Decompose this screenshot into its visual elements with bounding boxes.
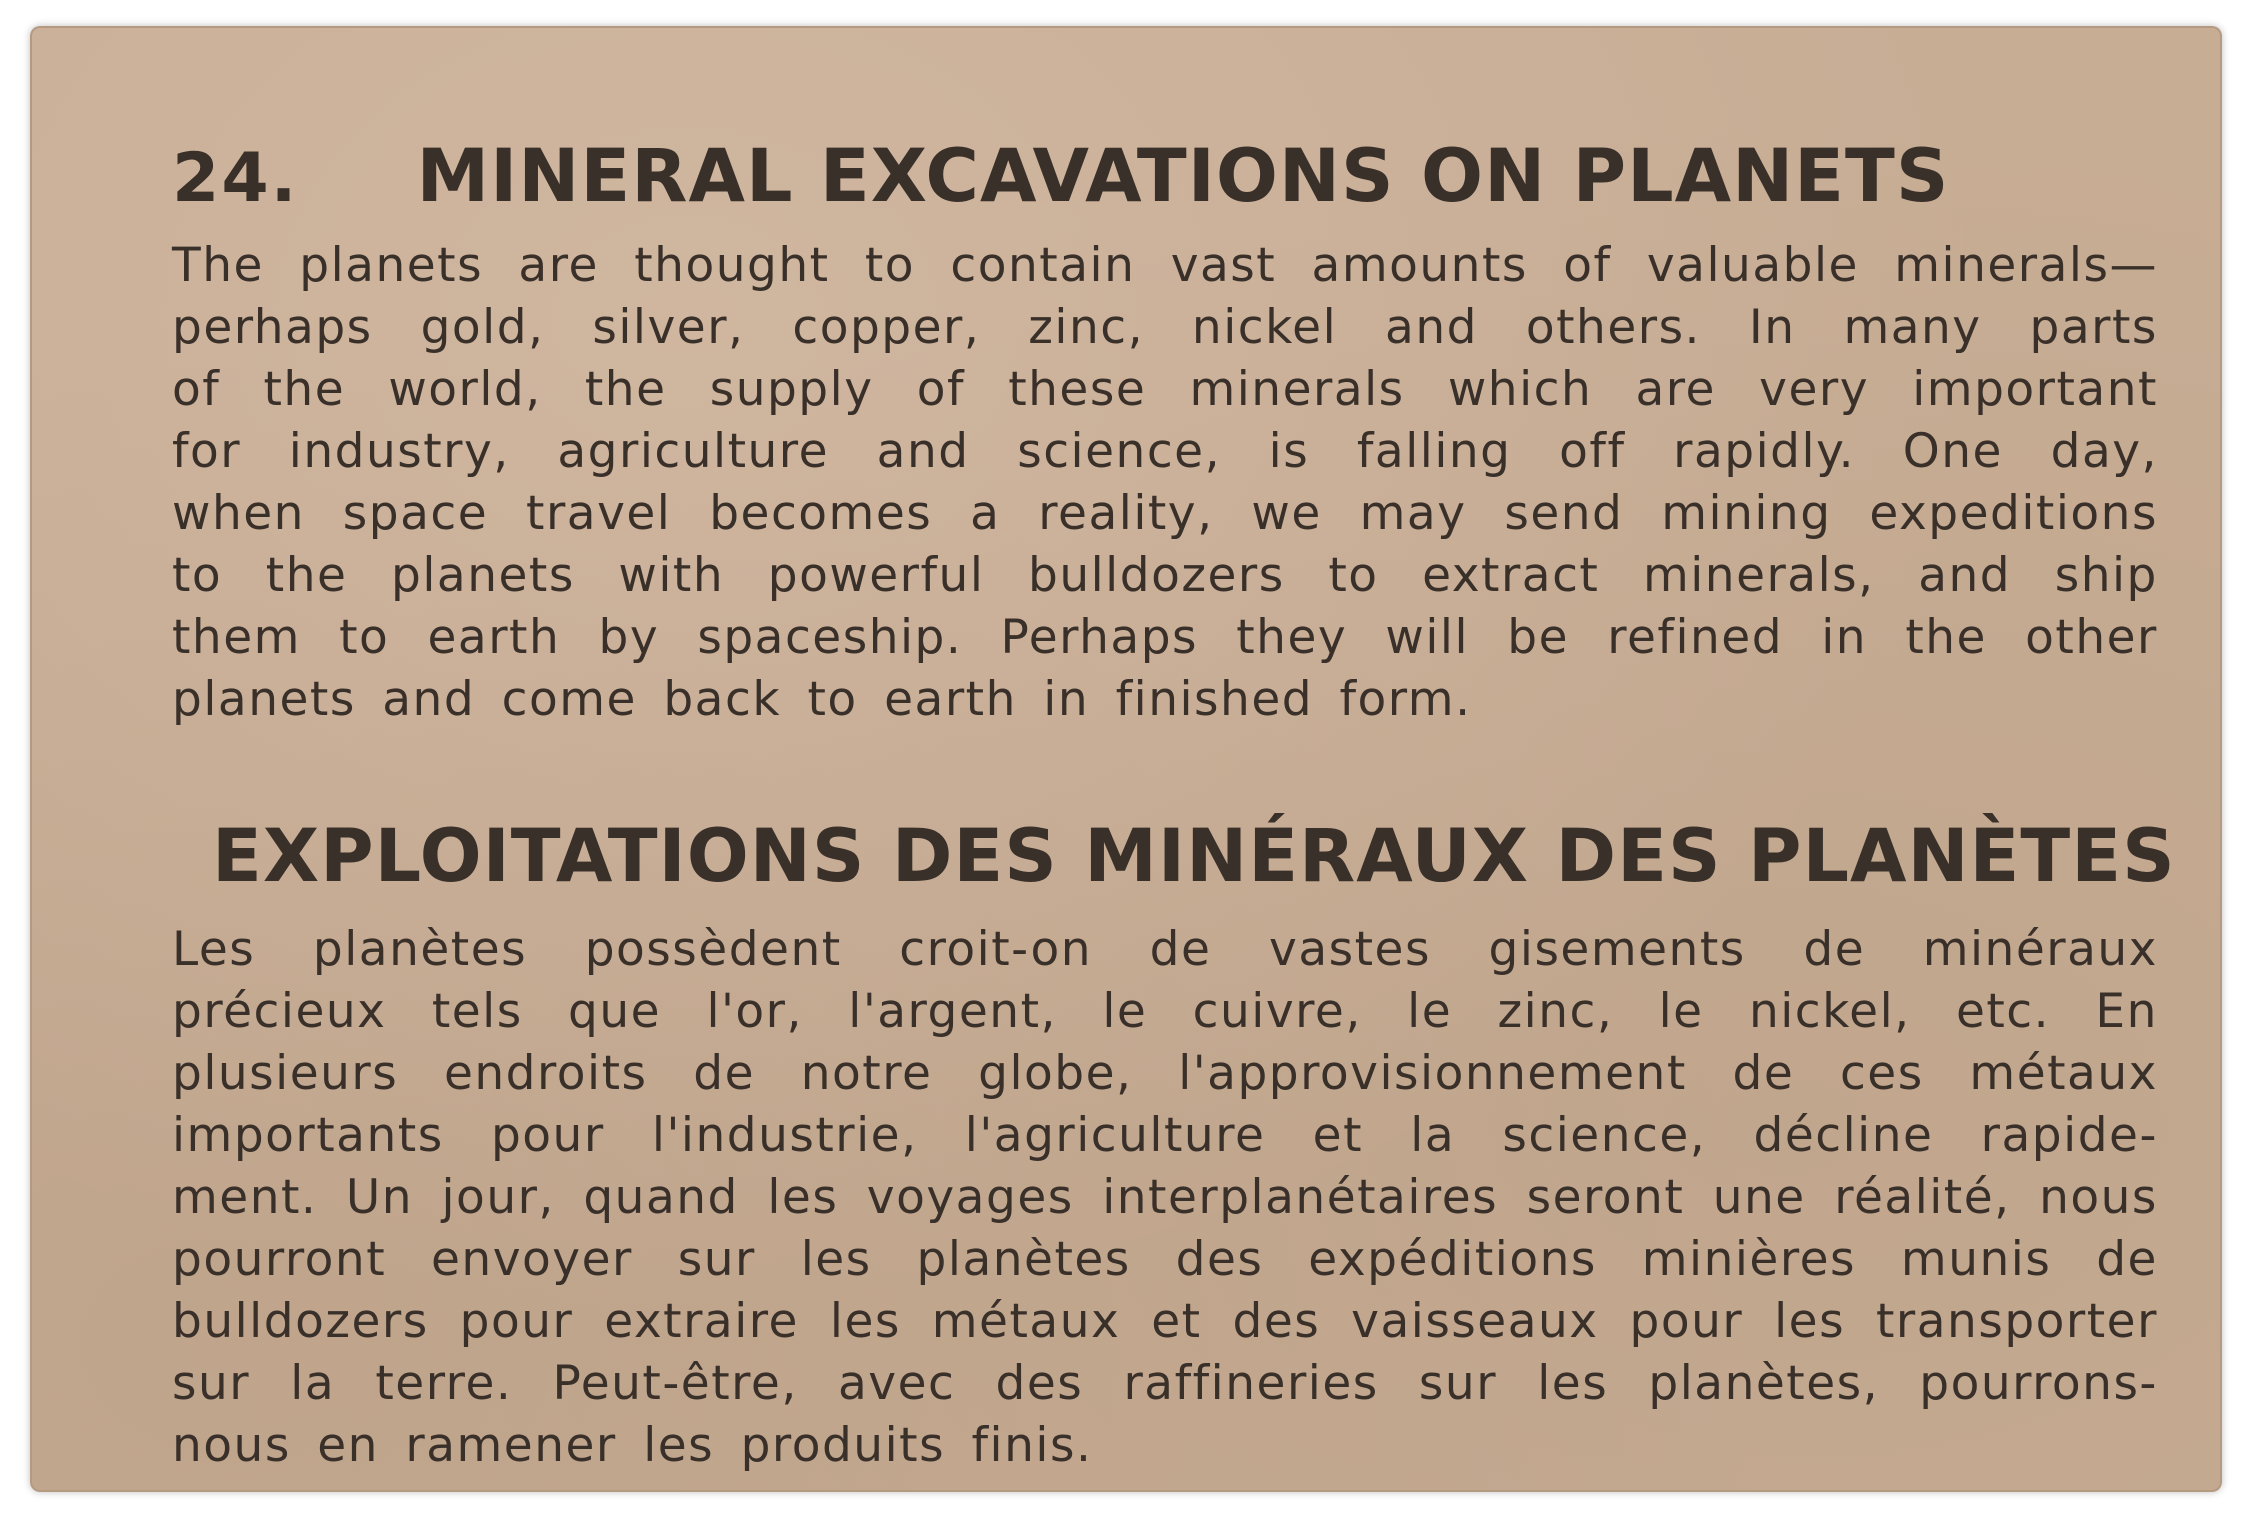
word: Perhaps [1000,609,1199,665]
word: when [172,485,305,541]
word: other [2025,609,2158,665]
french-line [172,918,2158,980]
word: minerals [1189,361,1405,417]
word: quand [583,1169,739,1225]
word: we [1251,485,1322,541]
word: to [1328,547,1379,603]
word: de [1732,1045,1795,1101]
word: des [1232,1293,1321,1349]
word: to [339,609,390,665]
word: One [1902,423,2003,479]
word: le [1658,983,1704,1039]
french-body [172,918,2158,1476]
word: le [1407,983,1453,1039]
word: gisements [1488,921,1746,977]
word: extract [1422,547,1600,603]
word: la [1410,1107,1456,1163]
word: rapide- [1980,1107,2158,1163]
word: de [1803,921,1866,977]
french-line [172,1228,2158,1290]
word: pour [1629,1293,1744,1349]
french-line [172,1104,2158,1166]
word: very [1759,361,1870,417]
word: les [1537,1355,1609,1411]
word: mining [1661,485,1832,541]
word: l'or, [706,983,803,1039]
word: nickel [1191,299,1338,355]
word: for [172,423,242,479]
word: nous [2039,1169,2158,1225]
word: gold, [420,299,545,355]
word: munis [1900,1231,2052,1287]
word: space [342,485,489,541]
word: envoyer [431,1231,633,1287]
word: and [1918,547,2012,603]
word: pour [459,1293,574,1349]
word: En [2095,983,2158,1039]
word: and [1385,299,1478,355]
word: voyages [866,1169,1074,1225]
word: que [568,983,662,1039]
word: thought [634,237,830,293]
word: plusieurs [172,1045,399,1101]
word: copper, [792,299,981,355]
word: les [829,1293,901,1349]
word: minerals— [1894,237,2158,293]
word: day, [2050,423,2158,479]
word: planètes [312,921,528,977]
word: they [1236,609,1348,665]
word: seront [1526,1169,1685,1225]
word: refined [1607,609,1784,665]
word: etc. [1955,983,2051,1039]
word: de [693,1045,755,1101]
word: spaceship. [697,609,963,665]
word: Les [172,921,256,977]
word: in [1821,609,1868,665]
word: are [1635,361,1716,417]
word: vast [1170,237,1277,293]
word: planets [299,237,484,293]
word: amounts [1311,237,1528,293]
word: de [2096,1231,2158,1287]
word: zinc, [1028,299,1145,355]
word: minerals, [1642,547,1875,603]
word: rapidly. [1673,423,1856,479]
word: l'agriculture [964,1107,1266,1163]
word: transporter [1876,1293,2158,1349]
word: cuivre, [1192,983,1362,1039]
word: parts [2029,299,2158,355]
word: important [1912,361,2158,417]
french-line [172,1290,2158,1352]
word: bulldozers [1028,547,1285,603]
word: bulldozers [172,1293,429,1349]
english-line [172,234,2158,296]
word: supply [709,361,874,417]
word: vaisseaux [1351,1293,1599,1349]
word: contain [950,237,1136,293]
word: these [1008,361,1147,417]
word: les [1774,1293,1846,1349]
word: expéditions [1308,1231,1597,1287]
word: The [172,237,264,293]
word: the [263,361,346,417]
word: which [1447,361,1593,417]
word: the [265,547,348,603]
word: décline [1753,1107,1934,1163]
french-line [172,980,2158,1042]
english-body [172,234,2158,730]
word: la [290,1355,336,1411]
word: others. [1525,299,1701,355]
word: interplanétaires [1102,1169,1499,1225]
word: tels [431,983,523,1039]
word: sur [1418,1355,1498,1411]
french-line [172,1166,2158,1228]
english-title: MINERAL EXCAVATIONS ON PLANETS [416,134,1950,219]
word: Un [345,1169,414,1225]
word: perhaps [172,299,373,355]
french-line [172,1352,2158,1414]
word: jour, [441,1169,555,1225]
word: les [800,1231,872,1287]
word: In [1748,299,1796,355]
word: les [767,1169,839,1225]
word: ces [1839,1045,1924,1101]
word: a [970,485,1001,541]
word: possèdent [584,921,842,977]
word: minières [1641,1231,1857,1287]
word: world, [388,361,542,417]
word: pourront [172,1231,387,1287]
english-heading [172,134,2072,244]
word: et [1151,1293,1202,1349]
word: zinc, [1497,983,1614,1039]
french-line: nous en ramener les produits finis. [172,1417,1093,1473]
word: agriculture [557,423,830,479]
word: science, [1017,423,1222,479]
word: expeditions [1869,485,2158,541]
word: silver, [592,299,745,355]
word: falling [1356,423,1512,479]
word: earth [427,609,561,665]
word: to [864,237,916,293]
word: pour [490,1107,605,1163]
word: to [172,547,223,603]
word: globe, [978,1045,1133,1101]
word: métaux [1969,1045,2158,1101]
word: avec [837,1355,956,1411]
word: le [1102,983,1148,1039]
english-line: planets and come back to earth in finished form. [172,671,1472,727]
word: is [1268,423,1310,479]
word: are [518,237,599,293]
french-line [172,1042,2158,1104]
word: them [172,609,301,665]
english-line [172,296,2158,358]
word: endroits [443,1045,648,1101]
word: be [1507,609,1569,665]
word: minéraux [1922,921,2158,977]
word: terre. [375,1355,513,1411]
english-line [172,420,2158,482]
word: sur [172,1355,251,1411]
word: the [584,361,667,417]
english-line [172,482,2158,544]
word: nickel, [1748,983,1911,1039]
english-line [172,544,2158,606]
card-number: 24. [172,139,299,218]
word: l'argent, [848,983,1057,1039]
word: ment. [172,1169,318,1225]
word: of [916,361,966,417]
word: of [172,361,221,417]
word: pourrons- [1919,1355,2158,1411]
word: by [598,609,660,665]
word: becomes [709,485,933,541]
word: notre [800,1045,933,1101]
word: et [1312,1107,1364,1163]
word: powerful [767,547,985,603]
english-line [172,358,2158,420]
word: will [1385,609,1470,665]
word: science, [1502,1107,1707,1163]
word: croit-on [899,921,1093,977]
word: planètes [916,1231,1131,1287]
word: the [1905,609,1987,665]
word: travel [526,485,672,541]
word: sur [677,1231,756,1287]
word: réalité, [1834,1169,2011,1225]
word: valuable [1646,237,1859,293]
word: planets [391,547,575,603]
word: de [1149,921,1212,977]
word: l'industrie, [651,1107,918,1163]
word: Peut-être, [552,1355,798,1411]
word: des [995,1355,1084,1411]
word: many [1843,299,1982,355]
word: métaux [931,1293,1121,1349]
word: précieux [172,983,387,1039]
word: with [618,547,725,603]
word: l'approvisionnement [1178,1045,1687,1101]
word: reality, [1038,485,1214,541]
french-title: EXPLOITATIONS DES MINÉRAUX DES PLANÈTES [212,814,2176,899]
word: importants [172,1107,444,1163]
word: industry, [288,423,510,479]
word: vastes [1269,921,1431,977]
word: send [1504,485,1624,541]
word: une [1712,1169,1806,1225]
word: ship [2054,547,2158,603]
trading-card-back [30,26,2222,1492]
word: planètes, [1648,1355,1880,1411]
word: des [1175,1231,1264,1287]
word: and [876,423,970,479]
word: raffineries [1123,1355,1379,1411]
word: may [1359,485,1467,541]
word: extraire [604,1293,799,1349]
english-line [172,606,2158,668]
word: off [1559,423,1626,479]
word: of [1563,237,1612,293]
